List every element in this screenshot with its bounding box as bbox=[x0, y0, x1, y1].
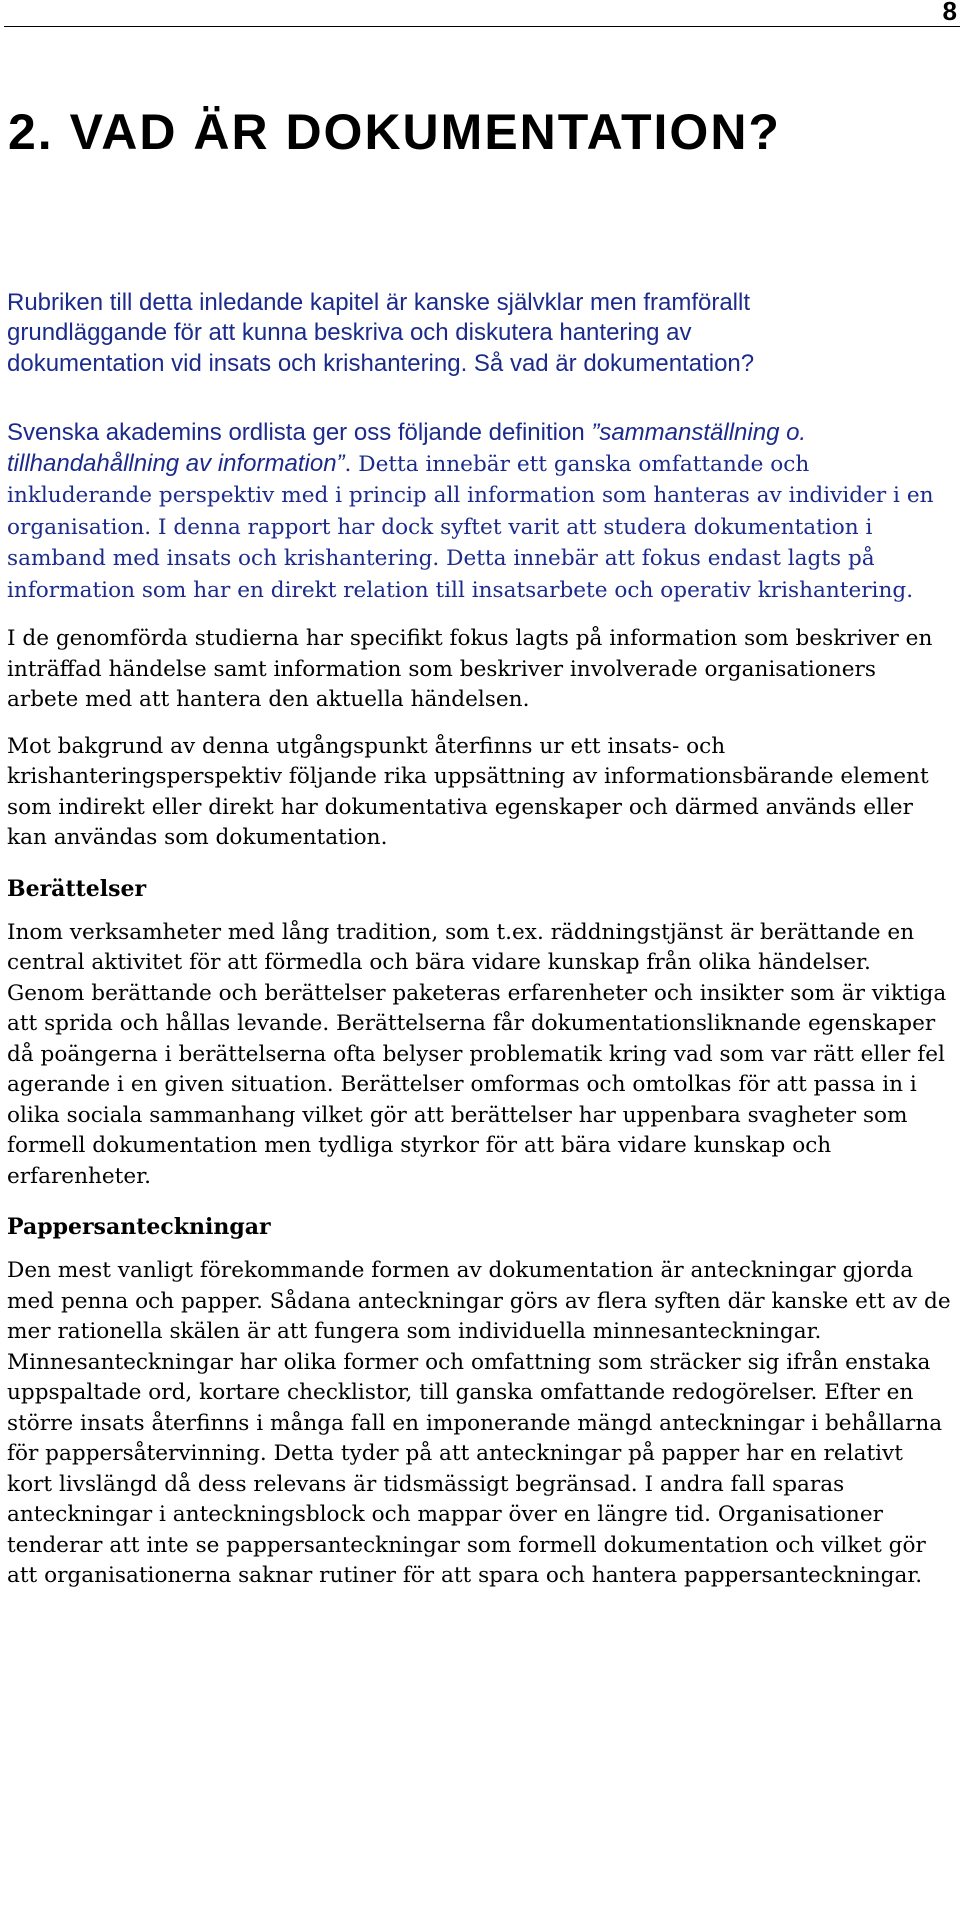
definition-tail: I denna rapport har dock syftet varit att studera dokumentation i samband med insats och krishantering. Detta innebär att fokus endast lagts på information som har en direkt relation till insatsarbete och operativ krishantering. bbox=[7, 514, 914, 603]
background-paragraph: Mot bakgrund av denna utgångspunkt återfinns ur ett insats- och krishanteringsperspektiv följande rika uppsättning av informationsbärande element som indirekt eller direkt har dokumentativa egenskaper och därmed används eller kan användas som dokumentation. bbox=[7, 733, 929, 850]
heading-berattelser: Berättelser bbox=[7, 875, 147, 902]
chapter-title: 2. VAD ÄR DOKUMENTATION? bbox=[8, 104, 781, 160]
document-body bbox=[7, 418, 952, 1608]
intro-line-2: grundläggande för att kunna beskriva och diskutera hantering av bbox=[7, 319, 692, 346]
intro-line-1: Rubriken till detta inledande kapitel är kanske självklar men framförallt bbox=[7, 289, 751, 316]
intro-line-3: dokumentation vid insats och krishantering. Så vad är dokumentation? bbox=[7, 350, 755, 377]
definition-quote: ”sammanställning o. tillhandahållning av information” bbox=[7, 419, 807, 477]
definition-rest: . Detta innebär ett ganska omfattande och inkluderande perspektiv med i princip all information som hanteras av individer i en organisation. bbox=[7, 451, 934, 540]
header-rule bbox=[4, 26, 960, 27]
definition-paragraph bbox=[7, 418, 952, 606]
notes-paragraph: Den mest vanligt förekommande formen av dokumentation är anteckningar gjorda med penna och papper. Sådana anteckningar görs av flera syften där kanske ett av de mer rationella skälen är att fungera som individuella minnesanteckningar. Minnesanteckningar har olika former och omfattning som sträcker sig ifrån enstaka uppspaltade ord, kortare checklistor, till ganska omfattande redogörelser. Efter en större insats återfinns i många fall en imponerande mängd anteckningar i behållarna för pappersåtervinning. Detta tyder på att anteckningar på papper har en relativt kort livslängd då dess relevans är tidsmässigt begränsad. I andra fall sparas anteckningar i anteckningsblock och mappar över en längre tid. Organisationer tenderar att inte se pappersanteckningar som formell dokumentation och vilket gör att organisationerna saknar rutiner för att spara och hantera pappersanteckningar. bbox=[7, 1258, 951, 1588]
heading-pappersanteckningar: Pappersanteckningar bbox=[7, 1214, 271, 1240]
page-number: 8 bbox=[942, 0, 957, 26]
definition-lead: Svenska akademins ordlista ger oss följande definition bbox=[7, 419, 592, 446]
focus-paragraph: I de genomförda studierna har specifikt fokus lagts på information som beskriver en inträffad händelse samt information som beskriver involverade organisationers arbete med att hantera den aktuella händelsen. bbox=[7, 626, 933, 712]
stories-paragraph: Inom verksamheter med lång tradition, som t.ex. räddningstjänst är berättande en central aktivitet för att förmedla och bära vidare kunskap från olika händelser. Genom berättande och berättelser paketeras erfarenheter och insikter som är viktiga att sprida och hållas levande. Berättelserna får dokumentationsliknande egenskaper då poängerna i berättelserna ofta belyser problematik kring vad som var rätt eller fel agerande i en given situation. Berättelser omformas och omtolkas för att passa in i olika sociala sammanhang vilket gör att berättelser har uppenbara svagheter som formell dokumentation men tydliga styrkor för att bära vidare kunskap och erfarenheter. bbox=[7, 919, 947, 1189]
